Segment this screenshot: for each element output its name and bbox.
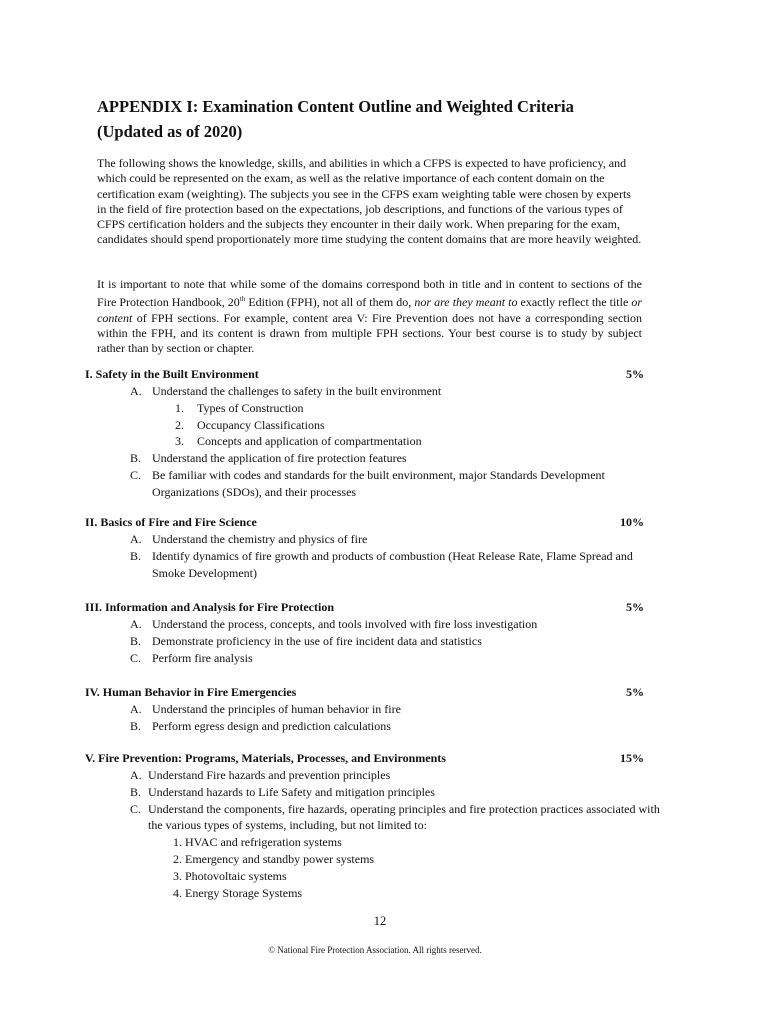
superscript-th: th [239,295,246,304]
list-item: B. Identify dynamics of fire growth and products of combustion (Heat Release Rate, Flame Spread and Smoke Development) [130,548,633,580]
sub-list-item: 3. Photovoltaic systems [173,868,287,883]
emphasis-or-content: or content [97,295,643,325]
section-title: II. Basics of Fire and Fire Science [85,515,257,529]
copyright-notice: © National Fire Protection Association. All rights reserved. [268,945,482,955]
page-title [97,94,657,144]
list-item: B. Understand hazards to Life Safety and mitigation principles [130,784,435,799]
section-title: V. Fire Prevention: Programs, Materials, Processes, and Environments [85,751,446,765]
emphasis-not-meant: nor are they meant to [414,295,518,310]
sub-list-item: 1. Types of Construction [175,400,304,415]
page-number: 12 [373,914,387,928]
list-item: B. Perform egress design and prediction calculations [130,718,391,733]
section-title: IV. Human Behavior in Fire Emergencies [85,685,297,699]
list-item: A. Understand Fire hazards and prevention principles [130,768,391,782]
list-item: C. Perform fire analysis [130,650,253,665]
section-information-analysis [85,599,655,666]
section-title: I. Safety in the Built Environment [85,367,259,381]
section-basics-fire-science [85,514,655,581]
section-heading [85,366,655,383]
section-weight: 10% [620,515,644,529]
list-item: C. Be familiar with codes and standards for the built environment, major Standards Development Organizations (SDOs), and their processes [130,467,605,499]
section-weight: 15% [620,751,644,765]
section-weight: 5% [626,600,644,614]
section-heading [85,514,655,531]
sub-list-item: 3. Concepts and application of compartmentation [175,434,422,449]
sub-list-item: 2. Occupancy Classifications [175,417,325,432]
list-item: B. Understand the application of fire protection features [130,451,407,466]
section-heading [85,599,655,616]
section-safety-built-environment [85,366,655,501]
list-item: A. Understand the chemistry and physics of fire [130,532,368,546]
section-title: III. Information and Analysis for Fire Protection [85,600,335,614]
intro-paragraph-1: The following shows the knowledge, skills, and abilities in which a CFPS is expected to have proficiency, and which could be represented on the exam, as well as the relative importance of each content domain on the certification exam (weighting). The subjects you see in the CFPS exam weighting table were chosen by experts in the field of fire protection based on the expectations, job descriptions, and functions of the various types of CFPS certification holders and the subjects they encounter in their daily work. When preparing for the exam, candidates should spend proportionately more time studying the content domains that are more heavily weighted. [97,156,642,247]
section-human-behavior [85,684,655,735]
list-item: B. Demonstrate proficiency in the use of fire incident data and statistics [130,633,482,648]
section-weight: 5% [626,367,644,381]
list-item: A. Understand the principles of human behavior in fire [130,702,401,716]
list-item: A. Understand the challenges to safety in the built environment [130,384,442,398]
section-heading [85,750,665,767]
section-fire-prevention [85,750,665,901]
title-line-2: (Updated as of 2020) [97,122,243,141]
section-weight: 5% [626,685,644,699]
list-item: C. Understand the components, fire hazards, operating principles and fire protection practices associated with the various types of systems, including, but not limited to: [130,801,660,833]
sub-list-item: 4. Energy Storage Systems [173,885,303,900]
sub-list-item: 2. Emergency and standby power systems [173,851,375,866]
intro-paragraph-2: It is important to note that while some of the domains correspond both in title and in content to sections of the Fire Protection Handbook, 20th Edition (FPH), not all of them do, nor are they meant to exactly reflect the title or content of FPH sections. For example, content area V: Fire Prevention does not have a corresponding section within the FPH, and its content is drawn from multiple FPH sections. Your best course is to study by subject rather than by section or chapter. [97,277,643,356]
title-line-1: APPENDIX I: Examination Content Outline and Weighted Criteria [97,97,574,116]
section-heading [85,684,655,701]
list-item: A. Understand the process, concepts, and tools involved with fire loss investigation [130,617,538,631]
sub-list-item: 1. HVAC and refrigeration systems [173,835,342,850]
